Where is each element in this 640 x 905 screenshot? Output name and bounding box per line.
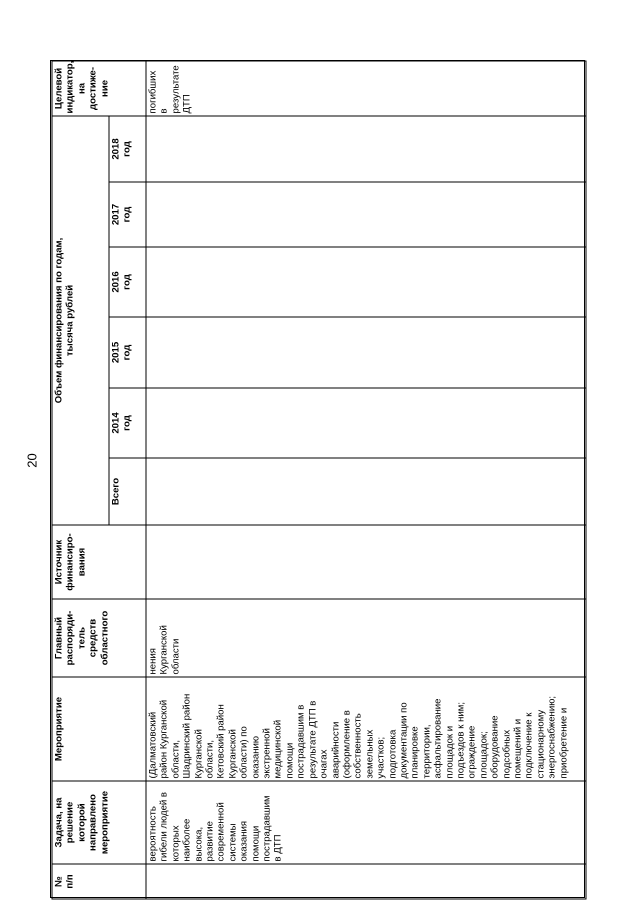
- year-2016-text: 2016 год: [110, 270, 133, 293]
- cell-total: [146, 458, 586, 525]
- year-2017-text: 2017 год: [110, 203, 133, 225]
- header-num: № п/п: [52, 864, 146, 899]
- year-2015-text: 2015 год: [110, 341, 133, 363]
- header-target-text: Целевой индикатор, на достиже- ние: [53, 60, 110, 113]
- header-year-2016: [109, 247, 146, 317]
- header-year-2018: [109, 115, 146, 181]
- header-row-1: [52, 60, 109, 898]
- table-frame: [50, 60, 585, 898]
- cell-year-2015: [146, 317, 586, 388]
- funding-table: [51, 60, 586, 899]
- header-funding-group: Объем финансирования по годам, тысяча рублей: [52, 115, 109, 524]
- cell-num: [146, 864, 586, 899]
- page-number: 20: [24, 453, 40, 468]
- cell-target: погибших в результате ДТП: [146, 60, 586, 115]
- header-year-2017: [109, 182, 146, 247]
- cell-activity: (Далматовский район Курганской области, Шадринский район Курганской области, Кетовский район Курганской области) по оказанию экстренной медицинской помощи пострадавшим в результате ДТП в очагах аварийности (оформление в собственность земельных участков; подготовка документации по планировке территории, асфальтирование площадок и подъездов к ним; ограждение площадок; оборудование подсобных помещений и подключение к стационарному энергоснабжению; приобретение и: [146, 677, 586, 781]
- rotated-table-wrapper: [51, 61, 586, 899]
- cell-year-2014: [146, 388, 586, 458]
- cell-year-2018: [146, 115, 586, 181]
- cell-task: вероятность гибели людей в которых наиболее высока, развитие современной системы оказания помощи пострадавшим в ДТП: [146, 781, 586, 864]
- header-target: [52, 60, 146, 115]
- header-year-2015: [109, 317, 146, 388]
- header-distributor: [52, 599, 146, 677]
- header-task-text: Задача, на решение которой направлено мероприятие: [53, 790, 110, 854]
- header-task: [52, 781, 146, 864]
- cell-distributor: нения Курганской области: [146, 599, 586, 677]
- cell-year-2016: [146, 247, 586, 317]
- table-row: [146, 60, 586, 898]
- year-2018-text: 2018 год: [110, 137, 133, 160]
- cell-source: [146, 525, 586, 599]
- header-distributor-text: Главный распоряди- тель средств областного: [53, 610, 110, 665]
- header-year-2014: [109, 388, 146, 458]
- year-2014-text: 2014 год: [110, 411, 133, 434]
- header-source: Источник финансиро- вания: [52, 525, 146, 599]
- header-total: Всего: [109, 458, 146, 525]
- cell-year-2017: [146, 182, 586, 247]
- header-activity: Мероприятие: [52, 677, 146, 781]
